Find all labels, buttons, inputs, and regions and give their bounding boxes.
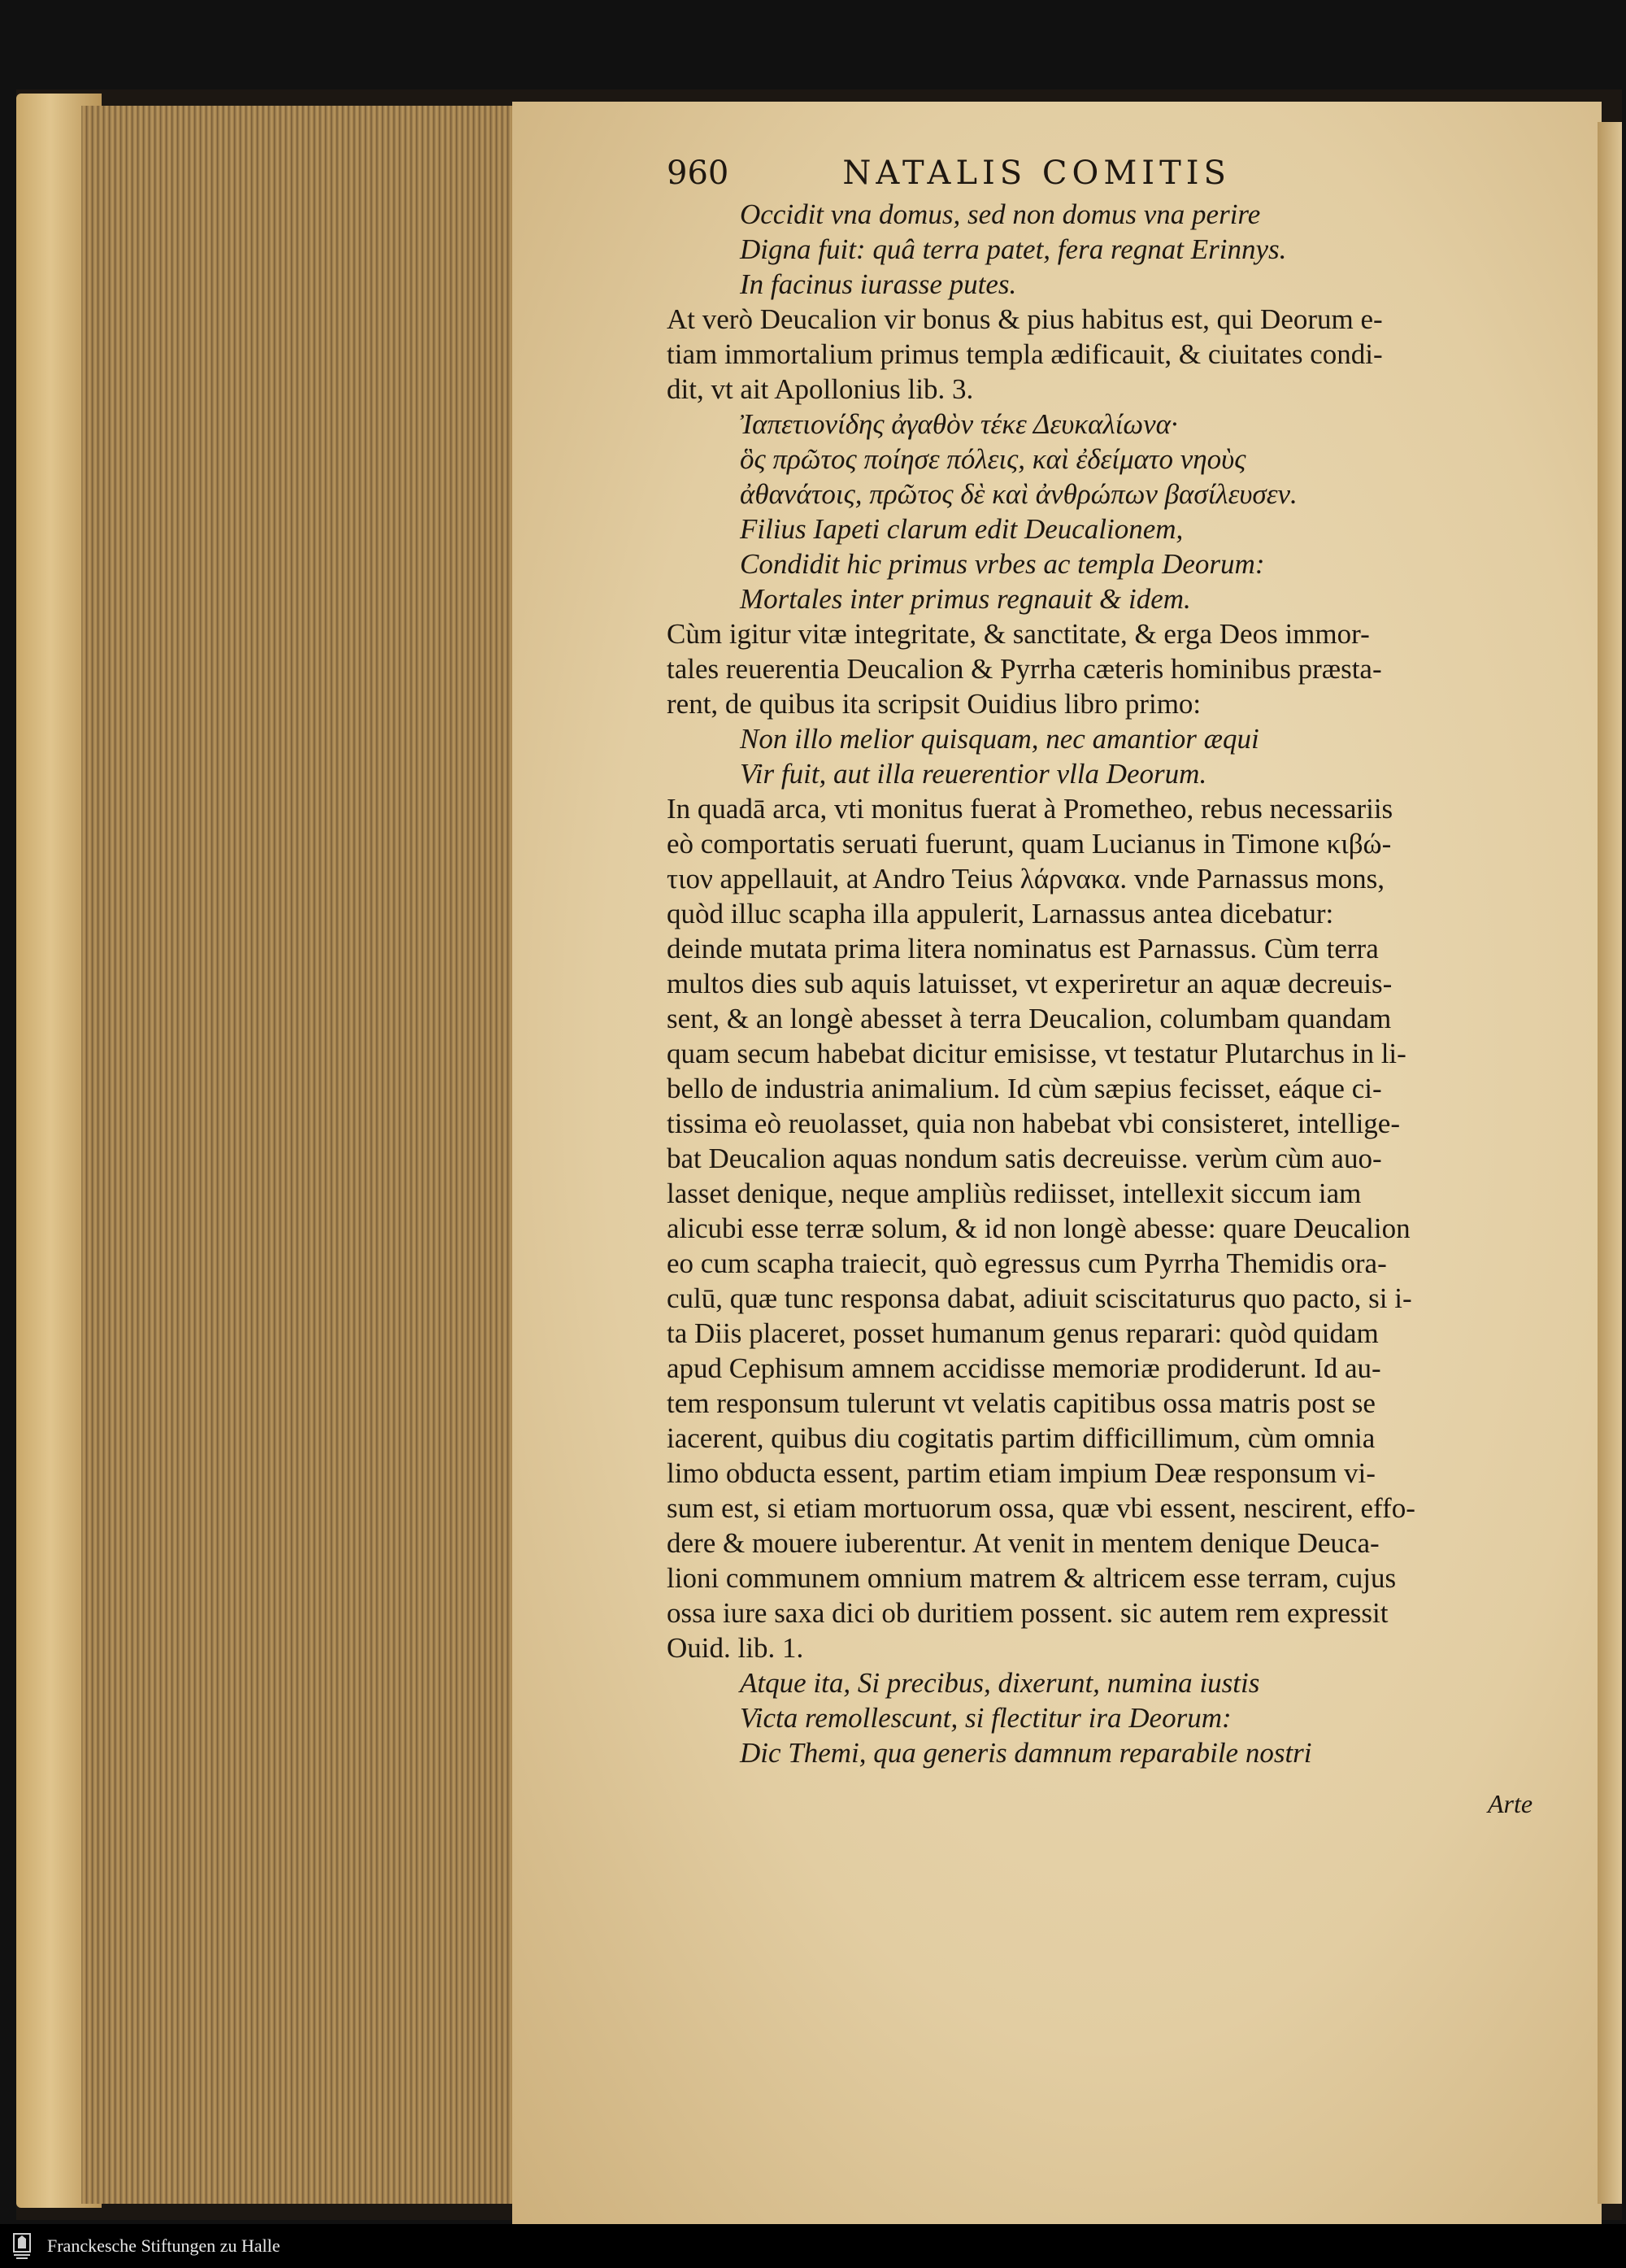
prose-line: tem responsum tulerunt vt velatis capitibus ossa matris post se	[667, 1387, 1376, 1419]
verse-line: Digna fuit: quâ terra patet, fera regnat Erinnys.	[740, 233, 1287, 265]
catchword: Arte	[1488, 1789, 1533, 1818]
prose-line: eo cum scapha traiecit, quò egressus cum Pyrrha Themidis ora-	[667, 1247, 1387, 1279]
verse-line: Non illo melior quisquam, nec amantior æqui	[740, 723, 1259, 755]
prose-line: dit, vt ait Apollonius lib. 3.	[667, 373, 974, 405]
verse-line: Atque ita, Si precibus, dixerunt, numina iustis	[740, 1667, 1260, 1699]
prose-line: alicubi esse terræ solum, & id non longè abesse: quare Deucalion	[667, 1212, 1411, 1244]
prose-line: bat Deucalion aquas nondum satis decreuisse. verùm cùm auo-	[667, 1143, 1382, 1174]
prose-line: rent, de quibus ita scripsit Ouidius libro primo:	[667, 688, 1202, 720]
prose-line: deinde mutata prima litera nominatus est Parnassus. Cùm terra	[667, 933, 1379, 964]
institution-logo-icon	[11, 2232, 33, 2260]
verse-line: Vir fuit, aut illa reuerentior vlla Deorum.	[740, 758, 1207, 790]
page-number: 960	[667, 155, 729, 192]
prose-line: limo obducta essent, partim etiam impium Deæ responsum vi-	[667, 1457, 1376, 1489]
verse-line: Occidit vna domus, sed non domus vna perire	[740, 198, 1261, 230]
viewer-footer	[0, 2224, 1626, 2268]
prose-line: culū, quæ tunc responsa dabat, adiuit sciscitaturus quo pacto, si i-	[667, 1282, 1412, 1314]
facing-page-edge	[1598, 122, 1622, 2204]
prose-line: ossa iure saxa dici ob duritiem possent. sic autem rem expressit	[667, 1597, 1389, 1629]
prose-line: dere & mouere iuberentur. At venit in mentem denique Deuca-	[667, 1527, 1380, 1559]
page-block-edges	[81, 106, 522, 2204]
verse-line: Filius Iapeti clarum edit Deucalionem,	[740, 513, 1184, 545]
prose-line: eò comportatis seruati fuerunt, quam Lucianus in Timone κιβώ-	[667, 828, 1392, 860]
greek-line: Ἰαπετιονίδης ἀγαθὸν τέκε Δευκαλίωνα·	[740, 408, 1178, 440]
prose-line: tissima eò reuolasset, quia non habebat vbi consisteret, intellige-	[667, 1108, 1400, 1139]
prose-line: iacerent, quibus diu cogitatis partim difficillimum, cùm omnia	[667, 1422, 1376, 1454]
verse-line: Condidit hic primus vrbes ac templa Deorum:	[740, 548, 1265, 580]
prose-line: τιον appellauit, at Andro Teius λάρνακα. vnde Parnassus mons,	[667, 863, 1385, 895]
running-title: NATALIS COMITIS	[842, 155, 1231, 192]
page-header	[667, 155, 1561, 192]
prose-line: Cùm igitur vitæ integritate, & sanctitate, & erga Deos immor-	[667, 618, 1370, 650]
greek-line: ὃς πρῶτος ποίησε πόλεις, καὶ ἐδείματο νηοὺς	[740, 443, 1246, 475]
prose-line: sum est, si etiam mortuorum ossa, quæ vbi essent, nescirent, effo-	[667, 1492, 1415, 1524]
prose-line: multos dies sub aquis latuisset, vt experiretur an aquæ decreuis-	[667, 968, 1393, 999]
page-text	[667, 155, 1561, 1770]
greek-line: ἀθανάτοις, πρῶτος δὲ καὶ ἀνθρώπων βασίλευσεν.	[740, 478, 1298, 510]
prose-line: lasset denique, neque ampliùs rediisset, intellexit siccum iam	[667, 1178, 1362, 1209]
prose-line: In quadā arca, vti monitus fuerat à Prometheo, rebus necessariis	[667, 793, 1393, 825]
prose-line: sent, & an longè abesset à terra Deucalion, columbam quandam	[667, 1003, 1392, 1034]
prose-line: ta Diis placeret, posset humanum genus reparari: quòd quidam	[667, 1317, 1379, 1349]
verse-line: In facinus iurasse putes.	[740, 268, 1017, 300]
prose-line: bello de industria animalium. Id cùm sæpius fecisset, eáque ci-	[667, 1073, 1382, 1104]
prose-line: apud Cephisum amnem accidisse memoriæ prodiderunt. Id au-	[667, 1352, 1381, 1384]
text-lines	[667, 197, 1561, 1770]
prose-line: tiam immortalium primus templa ædificauit, & ciuitates condi-	[667, 338, 1383, 370]
prose-line: Ouid. lib. 1.	[667, 1632, 804, 1664]
prose-line: At verò Deucalion vir bonus & pius habitus est, qui Deorum e-	[667, 303, 1383, 335]
prose-line: quòd illuc scapha illa appulerit, Larnassus antea dicebatur:	[667, 898, 1334, 929]
verse-line: Mortales inter primus regnauit & idem.	[740, 583, 1191, 615]
verse-line: Victa remollescunt, si flectitur ira Deorum:	[740, 1702, 1232, 1734]
prose-line: lioni communem omnium matrem & altricem esse terram, cujus	[667, 1562, 1397, 1594]
verse-line: Dic Themi, qua generis damnum reparabile nostri	[740, 1737, 1312, 1769]
institution-name: Franckesche Stiftungen zu Halle	[47, 2235, 280, 2256]
prose-line: quam secum habebat dicitur emisisse, vt testatur Plutarchus in li-	[667, 1038, 1406, 1069]
prose-line: tales reuerentia Deucalion & Pyrrha cæteris hominibus præsta-	[667, 653, 1382, 685]
